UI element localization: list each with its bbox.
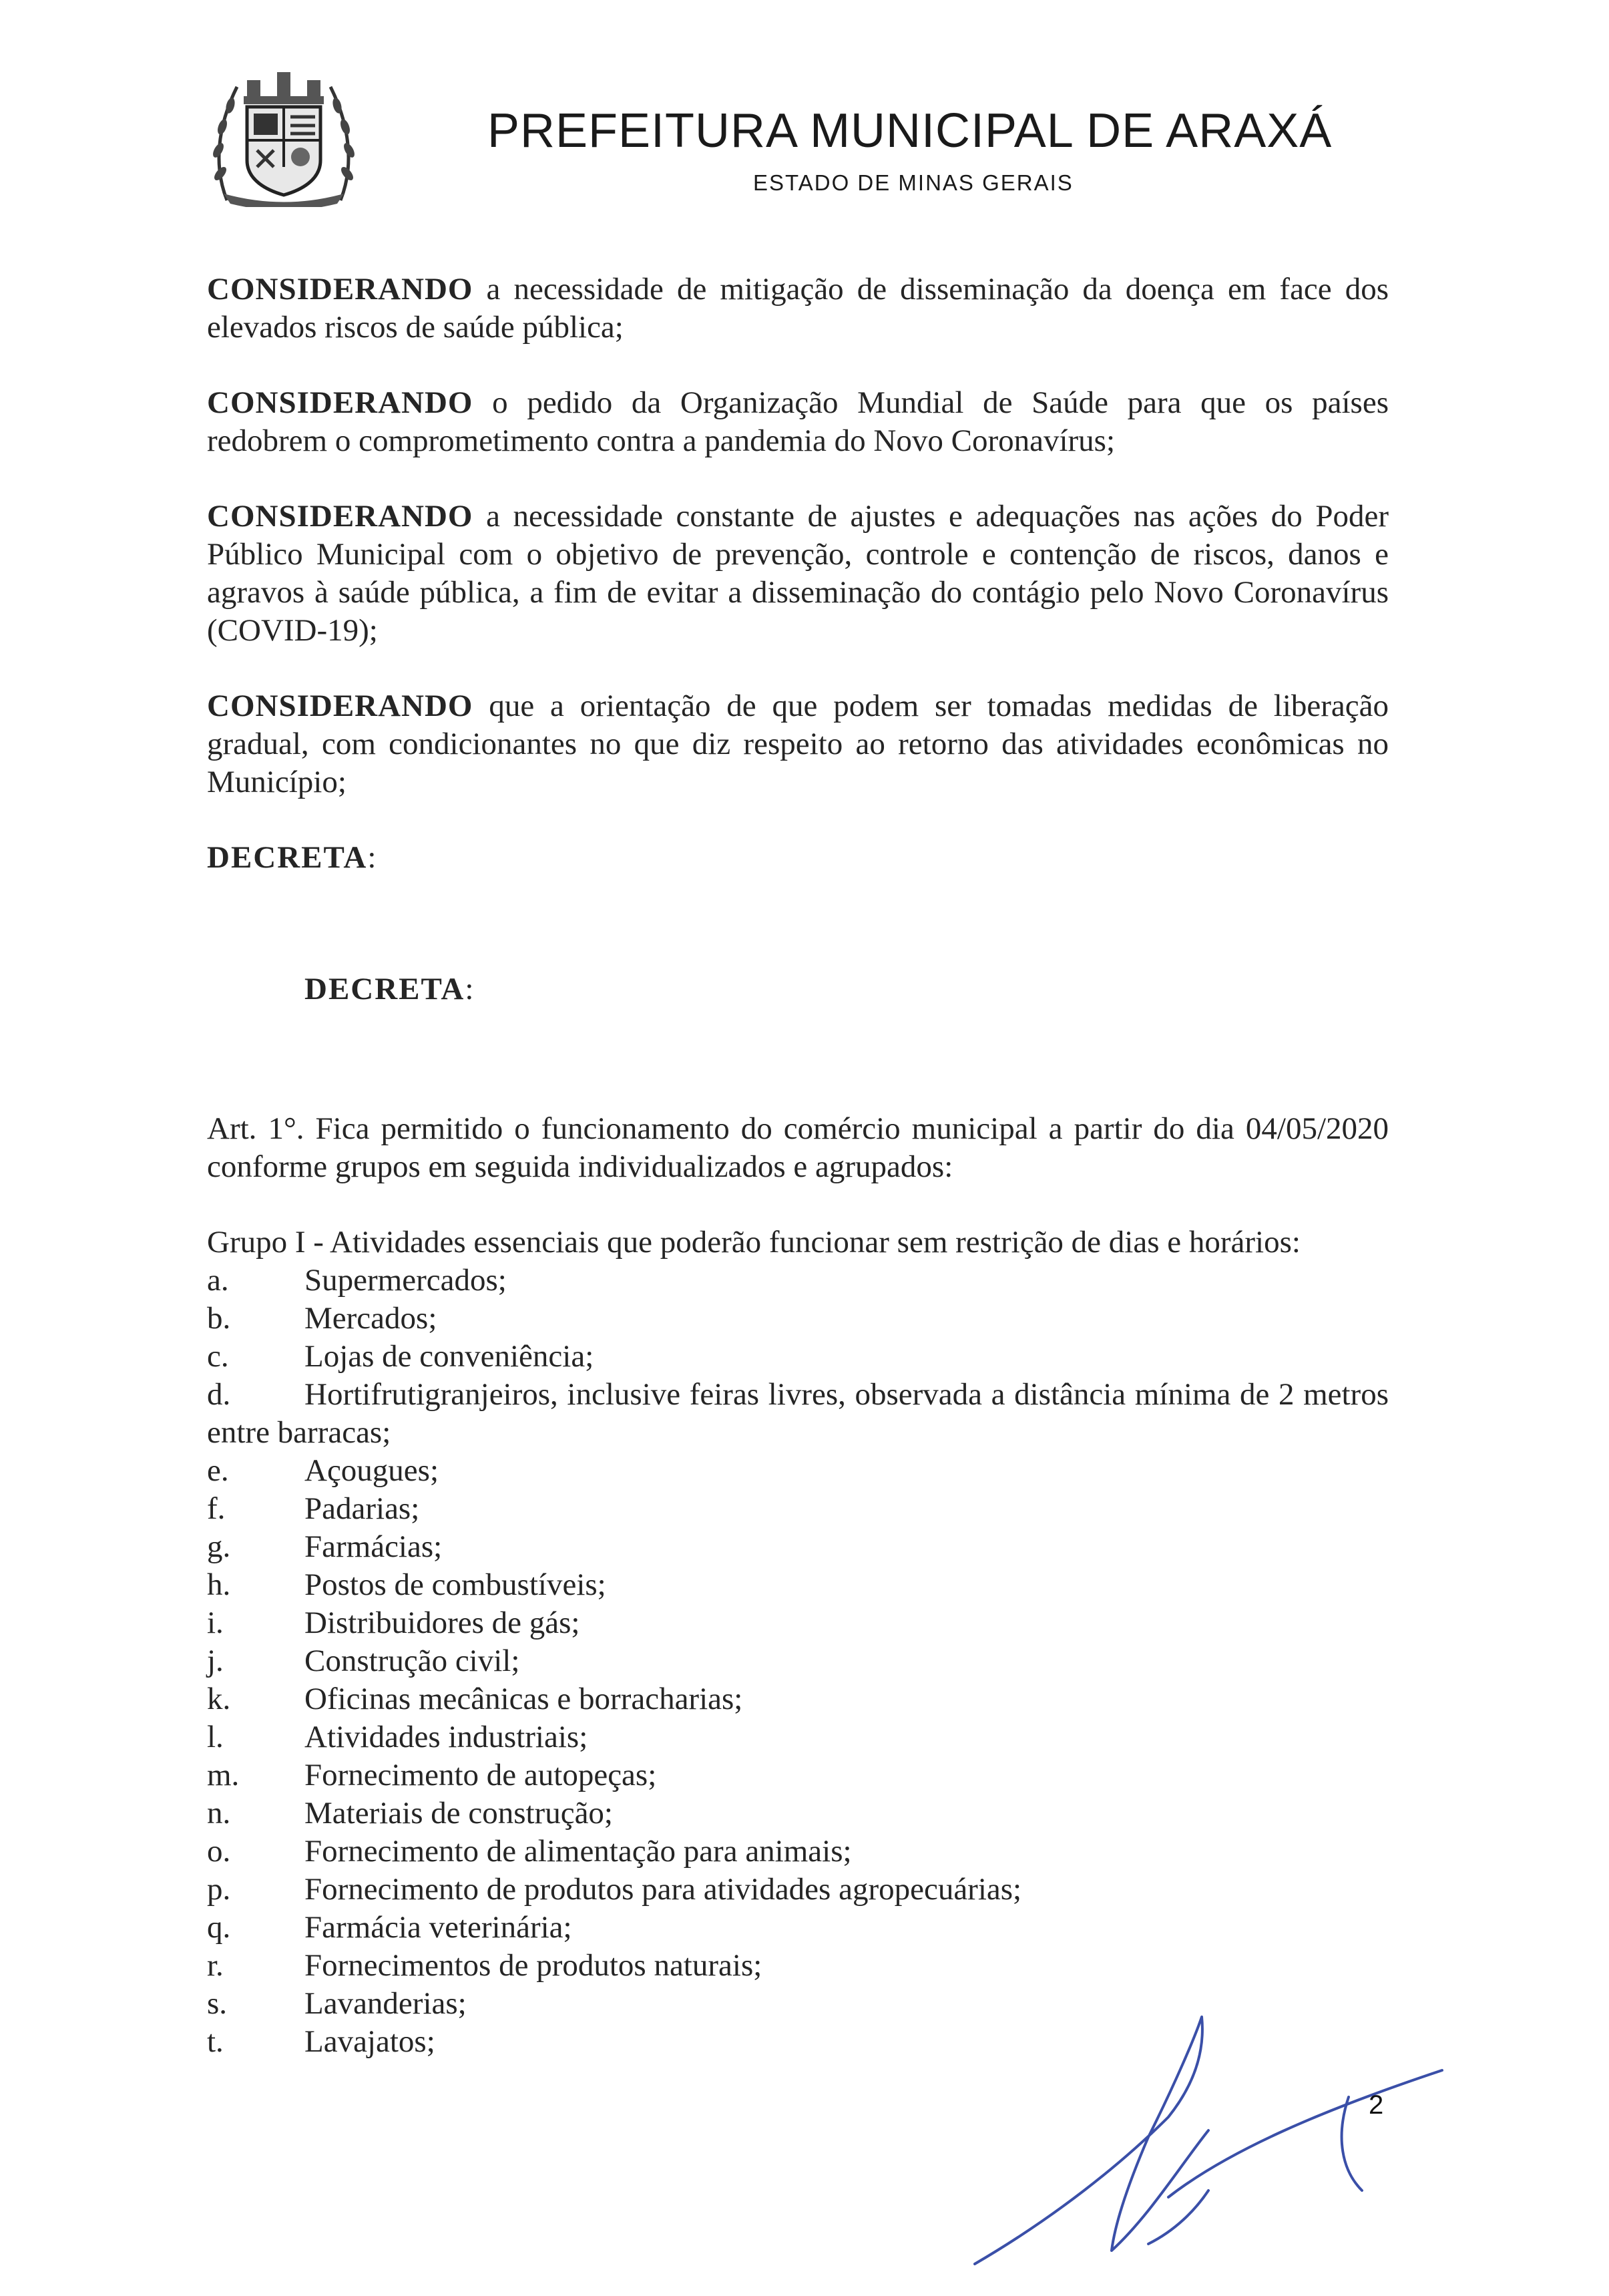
list-item-text: Padarias; — [304, 1491, 420, 1526]
list-item-text: Atividades industriais; — [304, 1720, 588, 1754]
list-item-letter: l. — [207, 1720, 224, 1754]
list-item-letter: t. — [207, 2024, 224, 2059]
considerando-text: a necessidade constante de ajustes e adequações nas ações do Poder Público Municipal com o objetivo de prevenção, controle e contenção de riscos, danos e agravos à saúde pública, a fim de evitar a disseminação do contágio pelo Novo Coronavírus (COVID-19); — [207, 499, 1389, 648]
list-item-text: Lojas de conveniência; — [304, 1339, 594, 1374]
list-item-text: Fornecimento de autopeças; — [304, 1758, 657, 1792]
group-1-list — [207, 1262, 1389, 2061]
list-item — [207, 1452, 1389, 1490]
list-item-text: Açougues; — [304, 1453, 439, 1488]
list-item — [207, 1376, 1389, 1452]
list-item-letter: o. — [207, 1834, 231, 1869]
list-item-letter: j. — [207, 1644, 224, 1678]
list-item-letter: e. — [207, 1453, 229, 1488]
list-item — [207, 1833, 1389, 1871]
page-number: 2 — [1369, 2090, 1384, 2120]
list-item-text: Mercados; — [304, 1301, 437, 1336]
list-item-text: Supermercados; — [304, 1263, 507, 1298]
considerando-text: o pedido da Organização Mundial de Saúde para que os países redobrem o comprometimento contra a pandemia do Novo Coronavírus; — [207, 385, 1389, 458]
list-item-letter: b. — [207, 1301, 231, 1336]
considerando-keyword: CONSIDERANDO — [207, 499, 473, 534]
header-subtitle: ESTADO DE MINAS GERAIS — [753, 170, 1074, 195]
list-item-letter: r. — [207, 1948, 224, 1983]
considerando-keyword: CONSIDERANDO — [207, 272, 473, 307]
document-body — [207, 270, 1389, 2061]
considerando-text: a necessidade de mitigação de disseminação da doença em face dos elevados riscos de saúde pública; — [207, 272, 1389, 345]
list-item-text: Hortifrutigranjeiros, inclusive feiras livres, observada a distância mínima de 2 metros entre barracas; — [207, 1377, 1389, 1450]
list-item-text: Fornecimentos de produtos naturais; — [304, 1948, 762, 1983]
list-item — [207, 1909, 1389, 1947]
list-item-letter: i. — [207, 1605, 224, 1640]
list-item — [207, 1338, 1389, 1376]
list-item — [207, 1718, 1389, 1756]
list-item — [207, 1871, 1389, 1909]
list-item-letter: h. — [207, 1567, 231, 1602]
list-item-letter: f. — [207, 1491, 226, 1526]
list-item-letter: d. — [207, 1377, 231, 1412]
list-item — [207, 1947, 1389, 1985]
list-item-text: Fornecimento de produtos para atividades agropecuárias; — [304, 1872, 1022, 1907]
decreta-heading — [207, 839, 1389, 877]
list-item — [207, 1566, 1389, 1604]
considerando-keyword: CONSIDERANDO — [207, 689, 473, 723]
considerando-paragraph — [207, 384, 1389, 460]
list-item-letter: a. — [207, 1263, 229, 1298]
municipal-coat-of-arms-icon — [200, 67, 367, 207]
decreta-colon: : — [367, 840, 378, 875]
list-item-text: Lavanderias; — [304, 1986, 467, 2021]
list-item-letter: n. — [207, 1796, 231, 1831]
list-item-text: Oficinas mecânicas e borracharias; — [304, 1682, 743, 1716]
list-item-text: Distribuidores de gás; — [304, 1605, 580, 1640]
header-title: PREFEITURA MUNICIPAL DE ARAXÁ — [487, 104, 1333, 158]
considerando-keyword: CONSIDERANDO — [207, 385, 473, 420]
list-item-letter: c. — [207, 1339, 229, 1374]
list-item-letter: s. — [207, 1986, 228, 2021]
considerando-paragraph — [207, 270, 1389, 347]
list-item — [207, 1794, 1389, 1833]
decreta-word: DECRETA — [304, 972, 465, 1006]
list-item-text: Farmácia veterinária; — [304, 1910, 572, 1945]
list-item-text: Postos de combustíveis; — [304, 1567, 606, 1602]
list-item-text: Farmácias; — [304, 1529, 443, 1564]
list-item — [207, 1680, 1389, 1718]
list-item-text: Materiais de construção; — [304, 1796, 613, 1831]
list-item-letter: k. — [207, 1682, 231, 1716]
considerando-paragraph — [207, 687, 1389, 801]
list-item — [207, 1490, 1389, 1528]
list-item — [207, 1262, 1389, 1300]
handwritten-signature-icon — [948, 1997, 1469, 2277]
decreta-word: DECRETA — [207, 840, 368, 875]
considerando-paragraph — [207, 498, 1389, 650]
list-item-letter: g. — [207, 1529, 231, 1564]
list-item — [207, 1756, 1389, 1794]
list-item-text: Lavajatos; — [304, 2024, 435, 2059]
decreta-colon: : — [465, 972, 475, 1006]
list-item-text: Fornecimento de alimentação para animais; — [304, 1834, 852, 1869]
list-item — [207, 1604, 1389, 1642]
list-item-letter: p. — [207, 1872, 231, 1907]
considerando-text: que a orientação de que podem ser tomadas medidas de liberação gradual, com condicionantes no que diz respeito ao retorno das atividades econômicas no Município; — [207, 689, 1389, 799]
list-item — [207, 1642, 1389, 1680]
decreta-heading-repeat — [304, 970, 1389, 1008]
list-item — [207, 1528, 1389, 1566]
article-1: Art. 1°. Fica permitido o funcionamento do comércio municipal a partir do dia 04/05/2020 conforme grupos em seguida individualizados e agrupados: — [207, 1111, 1389, 1184]
list-item-letter: m. — [207, 1758, 240, 1792]
list-item-letter: q. — [207, 1910, 231, 1945]
list-item-text: Construção civil; — [304, 1644, 520, 1678]
group-1-title: Grupo I - Atividades essenciais que poderão funcionar sem restrição de dias e horários: — [207, 1225, 1301, 1260]
list-item — [207, 1300, 1389, 1338]
